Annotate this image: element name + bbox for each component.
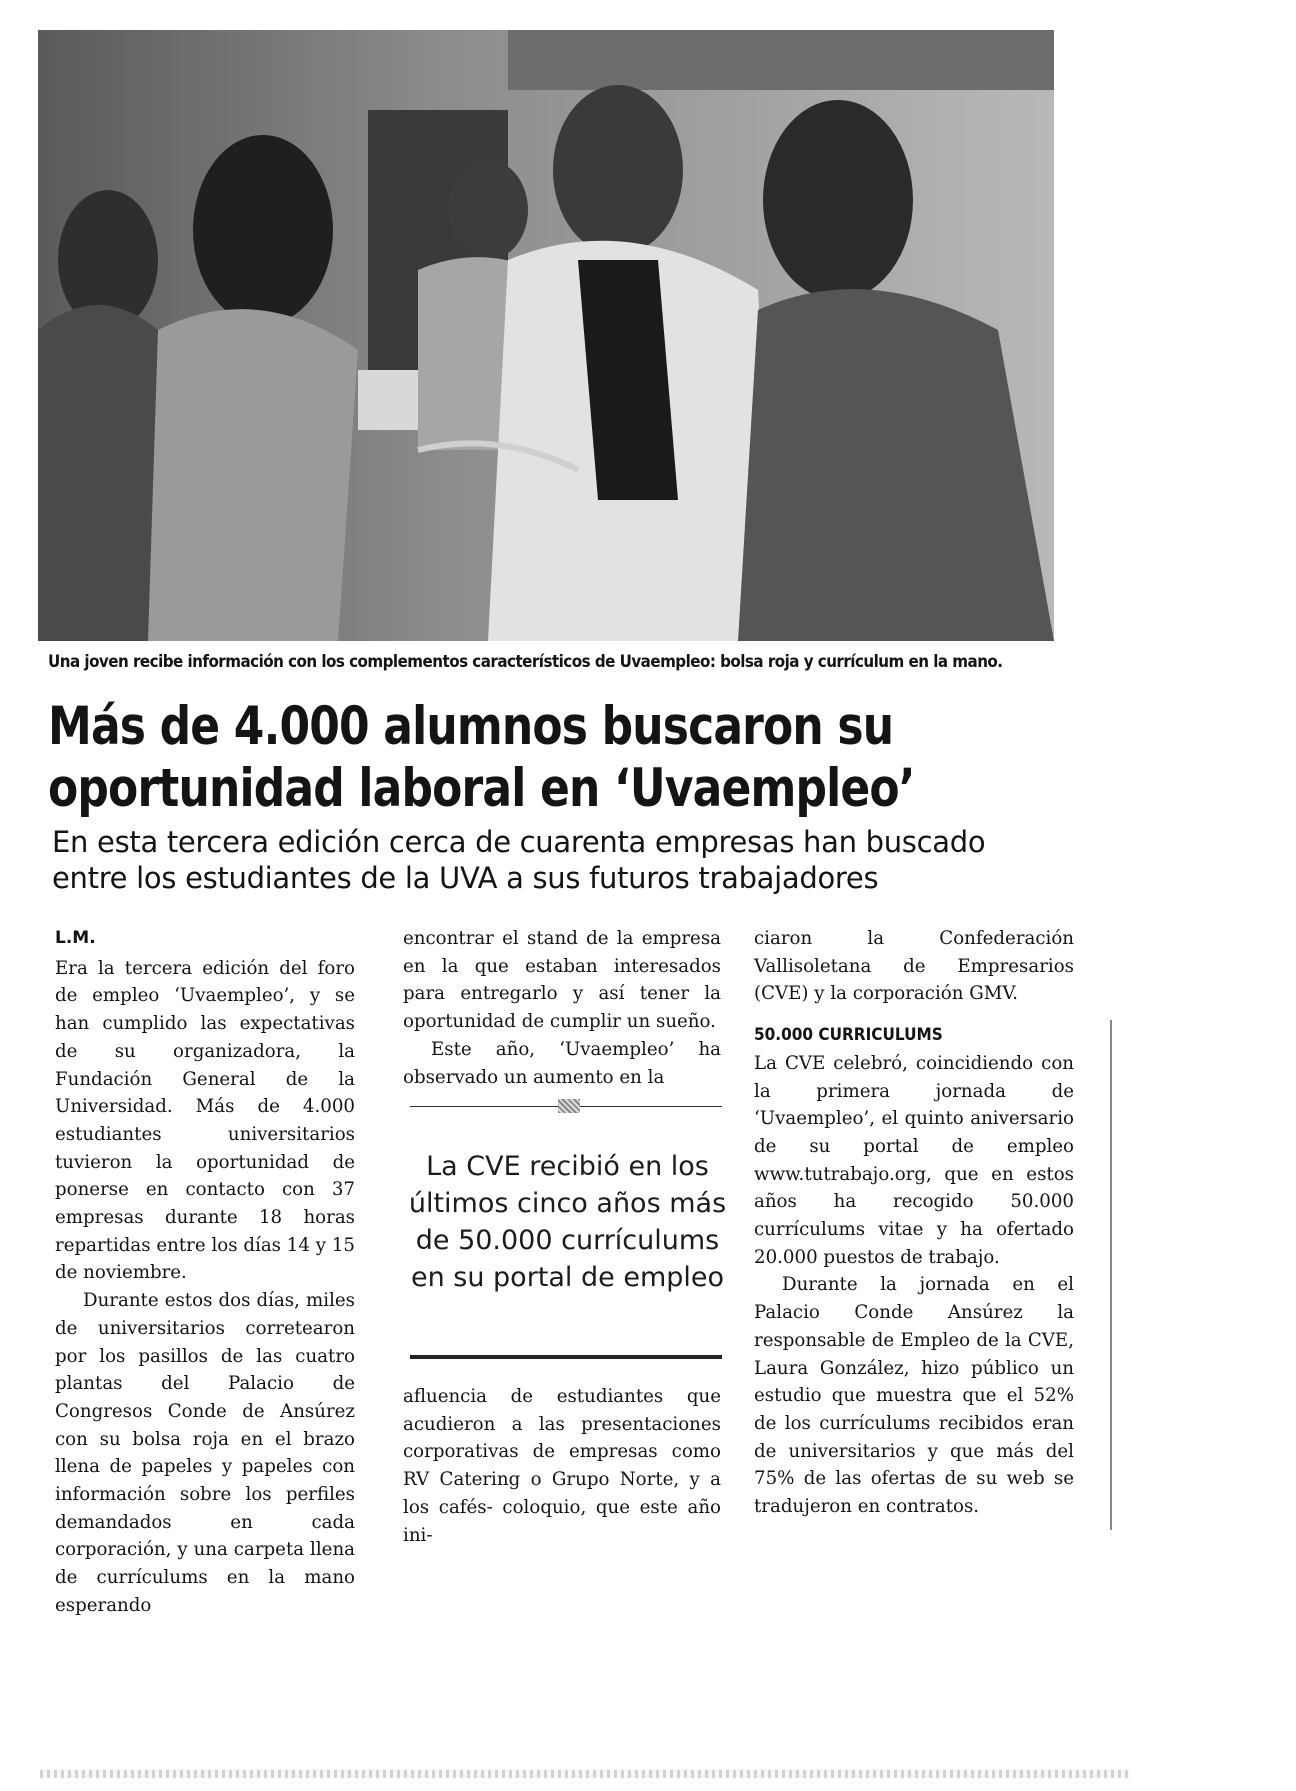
pullquote-bottom-rule (410, 1355, 722, 1359)
scan-noise (40, 1770, 1130, 1778)
subheadline: En esta tercera edición cerca de cuarenta empresas han buscado entre los estudiantes de la UVA a sus futuros trabajadores (52, 825, 986, 895)
paragraph: afluencia de estudiantes que acudieron a las presentaciones corporativas de empresas como RV Catering o Grupo Norte, y a los cafés- coloquio, que este año ini- (403, 1386, 721, 1546)
byline: L.M. (55, 928, 96, 948)
paragraph: Era la tercera edición del foro de empleo ‘Uvaempleo’, y se han cumplido las expectativas de su organizadora, la Fundación General de la Universidad. Más de 4.000 estudiantes universitarios tuvieron la oportunidad de ponerse en contacto con 37 empresas durante 18 horas repartidas entre los días 14 y 15 de noviembre. (55, 957, 355, 1284)
pullquote-ornament (558, 1099, 580, 1113)
paragraph: Durante estos dos días, miles de universitarios corretearon por los pasillos de las cuatro plantas del Palacio de Congresos Conde de Ansúrez con su bolsa roja en el brazo llena de papeles y papeles con información sobre los perfiles demandados en cada corporación, y una carpeta llena de currículums en la mano esperando (55, 1290, 355, 1616)
news-photo (38, 30, 1054, 641)
photo-caption: Una joven recibe información con los complementos característicos de Uvaempleo: bolsa roja y currículum en la mano. (48, 652, 1003, 672)
article-column-2 (403, 925, 721, 1091)
section-heading: 50.000 CURRICULUMS (754, 1025, 943, 1046)
article-column-1 (55, 925, 355, 1620)
paragraph: Durante la jornada en el Palacio Conde Ansúrez la responsable de Empleo de la CVE, Laura González, hizo público un estudio que muestra que el 52% de los currículums recibidos eran de universitarios y que más del 75% de las ofertas de su web se tradujeron en contratos. (754, 1274, 1074, 1518)
scan-edge-line (1110, 1020, 1112, 1530)
headline (48, 696, 978, 820)
article-column-2-continued (403, 1383, 721, 1549)
paragraph: encontrar el stand de la empresa en la que estaban interesados para entregarlo y así tener la oportunidad de cumplir un sueño. (403, 928, 721, 1033)
pullquote: La CVE recibió en los últimos cinco años más de 50.000 currículums en su portal de empleo (408, 1151, 727, 1293)
paragraph: ciaron la Confederación Vallisoletana de Empresarios (CVE) y la corporación GMV. (754, 928, 1074, 1005)
headline-line-1: Más de 4.000 alumnos buscaron su (48, 696, 894, 757)
headline-line-2: oportunidad laboral en ‘Uvaempleo’ (48, 758, 915, 819)
article-column-3 (754, 925, 1074, 1521)
paragraph: La CVE celebró, coincidiendo con la primera jornada de ‘Uvaempleo’, el quinto aniversario de su portal de empleo www.tutrabajo.org, que en estos años ha recogido 50.000 currículums vitae y ha ofertado 20.000 puestos de trabajo. (754, 1052, 1074, 1268)
paragraph: Este año, ‘Uvaempleo’ ha observado un aumento en la (403, 1038, 721, 1088)
